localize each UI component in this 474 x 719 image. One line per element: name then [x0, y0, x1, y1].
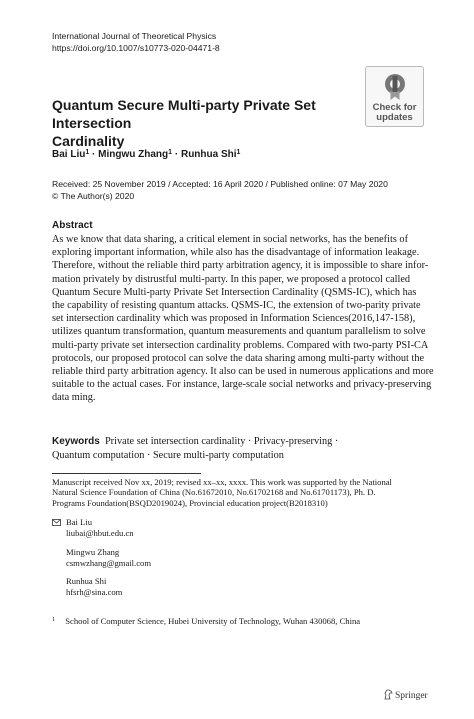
keywords-line-2: Quantum computation · Secure multi-party computation: [52, 449, 284, 461]
keywords-line-1: [52, 435, 426, 449]
badge-label: Check for updates: [372, 102, 417, 123]
abstract-line: protocols, our proposed protocol can solve the data sharing among multi-party without the: [52, 352, 425, 364]
abstract-line: reliable third party arbitration agency. It also can be used in numerous applications and more: [52, 366, 434, 378]
abstract-line: set intersection cardinality which was proposed in Information Sciences(2016,147-158),: [52, 313, 416, 325]
affiliation-text: School of Computer Science, Hubei University of Technology, Wuhan 430068, China: [65, 616, 361, 626]
paper-title: [52, 96, 352, 150]
abstract-line: Quantum Secure Multi-party Private Set Intersection Cardinality (QSMS-IC), which has: [52, 286, 417, 298]
publisher-name: Springer: [395, 691, 428, 701]
envelope-icon: [52, 519, 61, 526]
abstract-line: the capability of resisting quantum attacks. QSMS-IC, the extension of two-parity private: [52, 300, 421, 312]
contact-email[interactable]: liubai@hbut.edu.cn: [66, 528, 134, 538]
keywords-text: Private set intersection cardinality · Privacy-preserving ·: [104, 436, 339, 447]
funding-line: Natural Science Foundation of China (No.61672010, No.61702168 and No.61701173), Ph. D.: [52, 487, 376, 498]
abstract-body: [52, 233, 434, 405]
abstract-line: As we know that data sharing, a critical element in social networks, has the benefits of: [52, 234, 408, 245]
journal-header: [52, 30, 220, 54]
abstract-line: mation privately by distrustful multi-party. In this paper, we proposed a protocol called: [52, 273, 411, 285]
abstract-line: utilizes quantum transformation, quantum measurements and quantum parallelism to solve: [52, 326, 426, 338]
author-list: [52, 149, 240, 160]
springer-horse-icon: [383, 689, 393, 700]
contact-runhua-shi: [66, 576, 122, 598]
abstract-heading: Abstract: [52, 220, 93, 231]
contact-name: Runhua Shi: [66, 576, 107, 586]
author-name[interactable]: Bai Liu: [52, 149, 86, 160]
publication-dates: [52, 178, 388, 202]
keywords: [52, 435, 426, 462]
author-affil: 1: [236, 149, 241, 156]
funding-line: Programs Foundation(BSQD2019024), Provincial education project(B2018310): [52, 497, 328, 508]
doi-link[interactable]: https://doi.org/10.1007/s10773-020-04471-8: [52, 43, 220, 53]
check-for-updates-badge[interactable]: [365, 66, 424, 127]
author-affil: 1: [85, 149, 90, 156]
funding-note: [52, 477, 426, 508]
funding-line: Manuscript received Nov xx, 2019; revised xx–xx, xxxx. This work was supported by the National: [52, 477, 392, 487]
author-separator: ·: [92, 149, 96, 160]
abstract-line: Therefore, without the reliable third party arbitration agency, it is impossible to share infor-: [52, 260, 429, 272]
title-line-1: Quantum Secure Multi-party Private Set Intersection: [52, 97, 316, 131]
author-name[interactable]: Runhua Shi: [180, 149, 237, 160]
author-name[interactable]: Mingwu Zhang: [98, 149, 169, 160]
abstract-line: data ming.: [52, 392, 96, 404]
copyright: © The Author(s) 2020: [52, 191, 135, 201]
history-dates: Received: 25 November 2019 / Accepted: 16 April 2020 / Published online: 07 May 2020: [52, 179, 388, 189]
contact-mingwu-zhang: [66, 547, 151, 569]
author-affil: 1: [168, 149, 173, 156]
affiliation: [52, 616, 360, 626]
title-line-2: Cardinality: [52, 133, 125, 149]
footnote-rule: [52, 473, 201, 474]
abstract-line: multi-party private set intersection cardinality problems. Compared with two-party PSI-CA: [52, 339, 429, 351]
affiliation-number: 1: [52, 616, 56, 623]
contact-name: Mingwu Zhang: [66, 547, 120, 557]
publisher-logo: [383, 689, 428, 701]
keywords-label: Keywords: [52, 436, 100, 447]
journal-name: International Journal of Theoretical Physics: [52, 31, 217, 41]
contact-name: Bai Liu: [66, 517, 93, 527]
contact-bai-liu: [66, 517, 134, 539]
crossmark-icon: [384, 73, 406, 101]
abstract-line: exploring important information, while also has the disadvantage of information leakage.: [52, 247, 420, 259]
abstract-line: suitable to the actual cases. For instance, large-scale social networks and privacy-preserving: [52, 379, 432, 391]
author-separator: ·: [174, 149, 179, 160]
contact-email[interactable]: hfsrh@sina.com: [66, 587, 123, 597]
contact-email[interactable]: csmwzhang@gmail.com: [66, 558, 151, 568]
